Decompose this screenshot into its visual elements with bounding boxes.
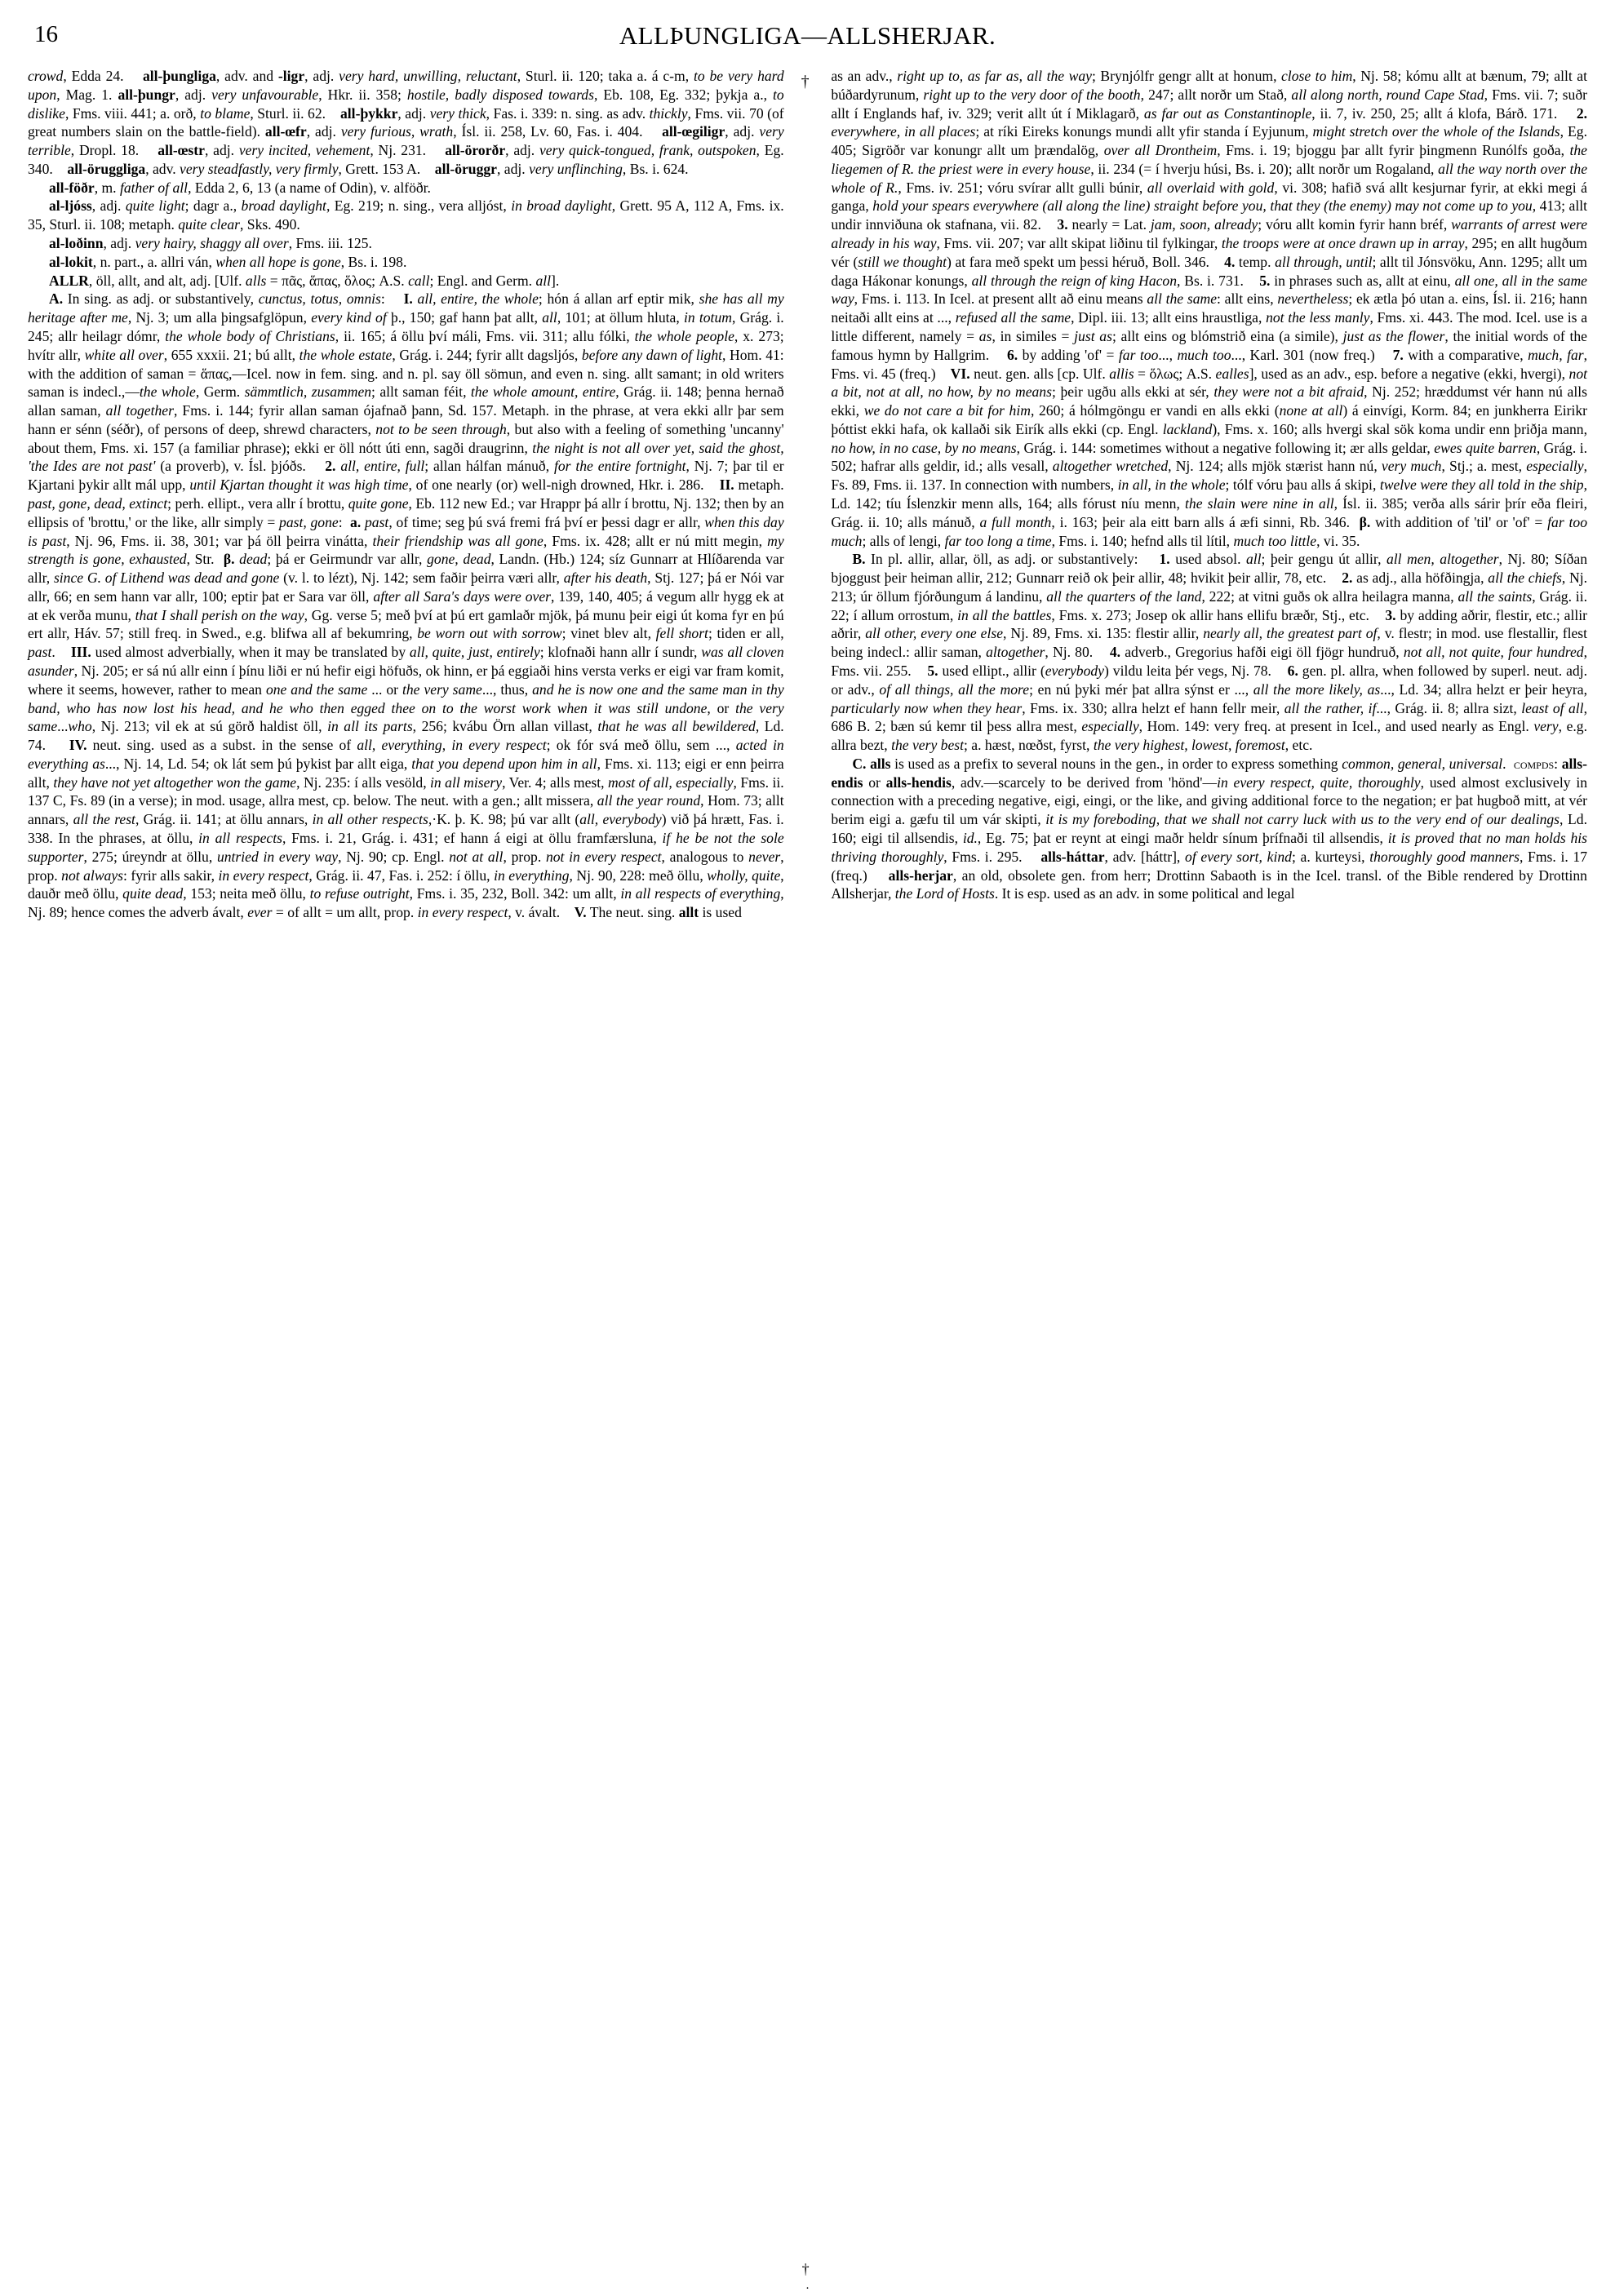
page-number: 16 — [34, 21, 58, 47]
right-column — [818, 67, 1587, 922]
two-column-body — [28, 67, 1588, 2277]
entry-block: al-loðinn, adj. very hairy, shaggy all over, Fms. iii. 125. — [49, 235, 372, 252]
entry-block: A. In sing. as adj. or substantively, cunctus, totus, omnis: I. all, entire, the whole; hón á allan arf eptir mik, she has all my heritage after me, Nj. 3; um alla þingsafglöpun, every kind of þ., 150; gaf hann þat allt, all, 101; at öllum hluta, in totum, Grág. i. 245; allr heilagr dómr, the whole body of Christians, ii. 165; á öllu því máli, Fms. vii. 311; allu fólki, the whole people, x. 273; hvítr allr, white all over, 655 xxxii. 21; bú allt, the whole estate, Grág. i. 244; fyrir allt dagsljós, before any dawn of light, Hom. 41: with the addition of saman = ἅπας,—Icel. now in fem. sing. and n. pl. say öll sömun, and even n. sing. allt samant; in old writers saman is indecl.,—the whole, Germ. sämmtlich, zusammen; allt saman féit, the whole amount, entire, Grág. ii. 148; þenna hernað allan saman, all together, Fms. i. 144; fyrir allan saman ójafnað þann, Sd. 157. Metaph. in the phrase, at vera ekki allr þar sem hann er sénn (séðr), of persons of deep, shrewd characters, not to be seen through, but also with a feeling of something 'uncanny' about them, Fms. xi. 157 (a familiar phrase); ekki er öll nótt úti enn, sagði draugrinn, the night is not all over yet, said the ghost, 'the Ides are not past' (a proverb), v. Ísl. þjóðs. 2. all, entire, full; allan hálfan mánuð, for the entire fortnight, Nj. 7; þar til er Kjartani þykir allt mál upp, until Kjartan thought it was high time, of one nearly (or) well-nigh drowned, Hkr. i. 286. II. metaph. past, gone, dead, extinct; perh. ellipt., vera allr í brottu, quite gone, Eb. 112 new Ed.; var Hrappr þá allr í brottu, Nj. 132; then by an ellipsis of 'brottu,' or the like, allr simply = past, gone: a. past, of time; seg þú svá fremi frá því er þessi dagr er allr, when this day is past, Nj. 96, Fms. ii. 38, 301; var þá öll þeirra vinátta, their friendship was all gone, Fms. ix. 428; allt er nú mitt megin, my strength is gone, exhausted, Str. β. dead; þá er Geirmundr var allr, gone, dead, Landn. (Hb.) 124; síz Gunnarr at Hlíðarenda var allr, since G. of Lithend was dead and gone (v. l. to lézt), Nj. 142; sem faðir þeirra væri allr, after his death, Stj. 127; þá er Nói var allr, 66; en sem hann var allr, 100; eptir þat er Sara var öll, after all Sara's days were over, 139, 140, 405; á vegum allr hygg ek at at ek verða munu, that I shall perish on the way, Gg. verse 5; með því at þú ert gamlaðr mjök, þá munu þeir eigi út koma fyr en þú ert allr, Háv. 57; still freq. in Swed., e.g. blifwa all af bekumring, be worn out with sorrow; vinet blev alt, fell short; tiden er all, past. III. used almost adverbially, when it may be translated by all, quite, just, entirely; klofnaði hann allr í sundr, was all cloven asunder, Nj. 205; er sá nú allr einn í þínu liði er nú hefir eigi höfuðs, ok hinn, er þá eggiaði hins versta verks er eigi var fram komit, where it seems, however, rather to mean one and the same ... or the very same..., thus, and he is now one and the same man in thy band, who has now lost his head, and he who then egged thee on to the worst work when it was still undone, or the very same...who, Nj. 213; vil ek at sú görð haldist öll, in all its parts, 256; kvábu Örn allan villast, that he was all bewildered, Ld. 74. IV. neut. sing. used as a subst. in the sense of all, everything, in every respect; ok fór svá með öllu, sem ..., acted in everything as..., Nj. 14, Ld. 54; ok lát sem þú þykist þar allt eiga, that you depend upon him in all, Fms. xi. 113; eigi er enn þeirra allt, they have not yet altogether won the game, Nj. 235: í alls vesöld, in all misery, Ver. 4; alls mest, most of all, especially, Fms. ii. 137 C, Fs. 89 (in a verse); in mod. usage, allra mest, cp. below. The neut. with a gen.; allt missera, all the year round, Hom. 73; allt annars, all the rest, Grág. ii. 141; at öllu annars, in all other respects,·K. þ. K. 98; þú var allt (all, everybody) við þá hrætt, Fas. i. 338. In the phrases, at öllu, in all respects, Fms. i. 21, Grág. i. 431; ef hann á eigi at öllu framfærsluna, if he be not the sole supporter, 275; úreyndr at öllu, untried in every way, Nj. 90; cp. Engl. not at all, prop. not in every respect, analogous to never, prop. not always: fyrir alls sakir, in every respect, Grág. ii. 47, Fas. i. 252: í öllu, in everything, Nj. 90, 228: með öllu, wholly, quite, dauðr með öllu, quite dead, 153; neita með öllu, to refuse outright, Fms. i. 35, 232, Boll. 342: um allt, in all respects of everything, Nj. 89; hence comes the adverb ávalt, ever = of allt = um allt, prop. in every respect, v. ávalt. V. The neut. sing. allt is used — [28, 290, 784, 921]
gutter-mark-bottom: † — [801, 2261, 810, 2277]
entry-block: crowd, Edda 24. all-þungliga, adv. and -ligr, adj. very hard, unwilling, reluctant, Sturl. ii. 120; taka a. á c-m, to be very hard upon, Mag. 1. all-þungr, adj. very unfavourable, Hkr. ii. 358; hostile, badly disposed towards, Eb. 108, Eg. 332; þykja a., to dislike, Fms. viii. 441; a. orð, to blame, Sturl. ii. 62. all-þykkr, adj. very thick, Fas. i. 339: n. sing. as adv. thickly, Fms. vii. 70 (of great numbers slain on the battle-field). all-œfr, adj. very furious, wrath, Ísl. ii. 258, Lv. 60, Fas. i. 404. all-œgiligr, adj. very terrible, Dropl. 18. all-œstr, adj. very incited, vehement, Nj. 231. all-örorðr, adj. very quick-tongued, frank, outspoken, Eg. 340. all-öruggliga, adv. very steadfastly, very firmly, Grett. 153 A. all-öruggr, adj. very unflinching, Bs. i. 624. — [28, 68, 784, 177]
entry-block: al-lokit, n. part., a. allri ván, when all hope is gone, Bs. i. 198. — [49, 253, 407, 270]
running-head: ALLÞUNGLIGA—ALLSHERJAR. — [619, 21, 996, 50]
entry-block: as an adv., right up to, as far as, all the way; Brynjólfr gengr allt at honum, close to him, Nj. 58; kómu allt at bænum, 79; allt at búðardyrunum, right up to the very door of the booth, 247; allt norðr um Stað, all along north, round Cape Stad, Fms. vii. 7; suðr allt í Englands haf, iv. 329; verit allt út í Miklagarð, as far out as Constantinople, ii. 7, iv. 250, 25; allt á klofa, Bárð. 171. 2. everywhere, in all places; at ríki Eireks konungs mundi allt yfir standa í Eyjunum, might stretch over the whole of the Islands, Eg. 405; Sigröðr var konungr allt um þrændalög, over all Drontheim, Fms. i. 19; bjoggu þar allt fyrir þingmenn Runólfs goða, the liegemen of R. the priest were in every house, ii. 234 (= í hverju húsi, Bs. i. 20); allt norðr um Rogaland, all the way north over the whole of R., Fms. iv. 251; vóru svírar allt gulli búnir, all overlaid with gold, vi. 308; hafið svá allt kesjurnar fyrir, at ekki megi á ganga, hold your spears everywhere (all along the line) straight before you, that they (the enemy) may not come up to you, 413; allt undir innviðuna ok stafnana, vii. 82. 3. nearly = Lat. jam, soon, already; vóru allt komin fyrir hann bréf, warrants of arrest were already in his way, Fms. vii. 207; var allt skipat liðinu til fylkingar, the troops were at once drawn up in array, 295; en allt hugðum vér (still we thought) at fara með spekt um þessi héruð, Boll. 346. 4. temp. all through, until; allt til Jónsvöku, Ann. 1295; allt um daga Hákonar konungs, all through the reign of king Hacon, Bs. i. 731. 5. in phrases such as, allt at einu, all one, all in the same way, Fms. i. 113. In Icel. at present allt að einu means all the same: allt eins, nevertheless; ek ætla þó utan a. eins, Ísl. ii. 216; hann neitaði allt eins at ..., refused all the same, Dipl. iii. 13; allt eins hraustliga, not the less manly, Fms. xi. 443. The mod. Icel. use is a little different, namely = as, in similes = just as; allt eins og blómstrið eina (a simile), just as the flower, the initial words of the famous hymn by Hallgrim. 6. by adding 'of' = far too..., much too..., Karl. 301 (now freq.) 7. with a comparative, much, far, Fms. vi. 45 (freq.) VI. neut. gen. alls [cp. Ulf. allis = ὅλως; A.S. ealles], used as an adv., esp. before a negative (ekki, hvergi), not a bit, not at all, no how, by no means; þeir ugðu alls ekki at sér, they were not a bit afraid, Nj. 252; hræddumst vér hann nú alls ekki, we do not care a bit for him, 260; á hólmgöngu er vandi en alls ekki (none at all) á einvígi, Korm. 84; en junkherra Eirikr þóttist ekki hafa, ok kallaði sik Eirík alls ekki (cp. Engl. lackland), Fms. x. 160; alls hvergi skal sök koma undir enn þriðja mann, no how, in no case, by no means, Grág. i. 144: sometimes without a negative following it; ær alls geldar, ewes quite barren, Grág. i. 502; hafrar alls geldir, id.; alls vesall, altogether wretched, Nj. 124; alls mjök stærist hann nú, very much, Stj.; a. mest, especially, Fs. 89, Fms. ii. 137. In connection with numbers, in all, in the whole; tólf vóru þau alls á skipi, twelve were they all told in the ship, Ld. 142; tíu Íslenzkir menn alls, 164; alls fórust níu menn, the slain were nine in all, Ísl. ii. 385; verða alls sárir þrír eða fleiri, Grág. ii. 10; alls mánuð, a full month, i. 163; þeir ala eitt barn alls á æfi sinni, Rb. 346. β. with addition of 'til' or 'of' = far too much; alls of lengi, far too long a time, Fms. i. 140; hefnd alls til lítil, much too little, vi. 35. — [831, 68, 1588, 549]
entry-block: al-ljóss, adj. quite light; dagr a., broad daylight, Eg. 219; n. sing., vera alljóst, in broad daylight, Grett. 95 A, 112 A, Fms. ix. 35, Sturl. ii. 108; metaph. quite clear, Sks. 490. — [28, 197, 784, 233]
left-column — [28, 67, 796, 922]
entry-block: ALLR, öll, allt, and alt, adj. [Ulf. alls = πᾶς, ἅπας, ὅλος; A.S. call; Engl. and Germ. all]. — [49, 272, 560, 289]
page-header — [28, 21, 1587, 59]
page-bottom-mark: . — [805, 2279, 810, 2292]
gutter-mark-top: † — [801, 73, 810, 91]
entry-block: B. In pl. allir, allar, öll, as adj. or substantively: 1. used absol. all; þeir gengu út allir, all men, altogether, Nj. 80; Síðan bjoggust þeir heiman allir, 212; Gunnarr reið ok þeir allir, 48; hvikit þeir allir, 78, etc. 2. as adj., alla höfðingja, all the chiefs, Nj. 213; úr öllum fjórðungum á landinu, all the quarters of the land, 222; at vitni guðs ok allra heilagra manna, all the saints, Grág. ii. 22; í allum orrostum, in all the battles, Fms. x. 273; Josep ok allir hans ellifu bræðr, Stj., etc. 3. by adding aðrir, flestir, etc.; allir aðrir, all other, every one else, Nj. 89, Fms. xi. 135: flestir allir, nearly all, the greatest part of, v. flestr; in mod. use flestallir, flest being indecl.: allir saman, altogether, Nj. 80. 4. adverb., Gregorius hafði eigi öll fjögr hundruð, not all, not quite, four hundred, Fms. vii. 255. 5. used ellipt., allir (everybody) vildu leita þér vegs, Nj. 78. 6. gen. pl. allra, when followed by superl. neut. adj. or adv., of all things, all the more; en nú þyki mér þat allra sýnst er ..., all the more likely, as..., Ld. 34; allra helzt er þeir heyra, particularly now when they hear, Fms. ix. 330; allra helzt ef hann fellr meir, all the rather, if..., Grág. ii. 8; allra sizt, least of all, 686 B. 2; bæn sú kemr til þess allra mest, especially, Hom. 149: very freq. at present in Icel., and used nearly as Engl. very, e.g. allra bezt, the very best; a. hæst, nœðst, fyrst, the very highest, lowest, foremost, etc. — [831, 551, 1588, 754]
entry-block: C. alls is used as a prefix to several nouns in the gen., in order to express something common, general, universal. compds: alls-endis or alls-hendis, adv.—scarcely to be derived from 'hönd'—in every respect, quite, thoroughly, used almost exclusively in connection with a preceding negative, eigi, eingi, or the like, and giving additional force to the negation; er þat hugboð mitt, at vér berim eigi a. gæfu til um vár skipti, it is my foreboding, that we shall not carry luck with us to the very end of our dealings, Ld. 160; eigi til allsendis, id., Eg. 75; þat er reynt at eingi maðr heldr sínum þrífnaði til allsendis, it is proved that no man holds his thriving thoroughly, Fms. i. 295. alls-háttar, adv. [háttr], of every sort, kind; a. kurteysi, thoroughly good manners, Fms. i. 17 (freq.) alls-herjar, an old, obsolete gen. from herr; Drottinn Sabaoth is in the Icel. transl. of the Bible rendered by Drottinn Allsherjar, the Lord of Hosts. It is esp. used as an adv. in some political and legal — [831, 755, 1588, 902]
entry-block: all-föðr, m. father of all, Edda 2, 6, 13 (a name of Odin), v. alföðr. — [49, 179, 431, 196]
column-gutter — [796, 67, 819, 2277]
